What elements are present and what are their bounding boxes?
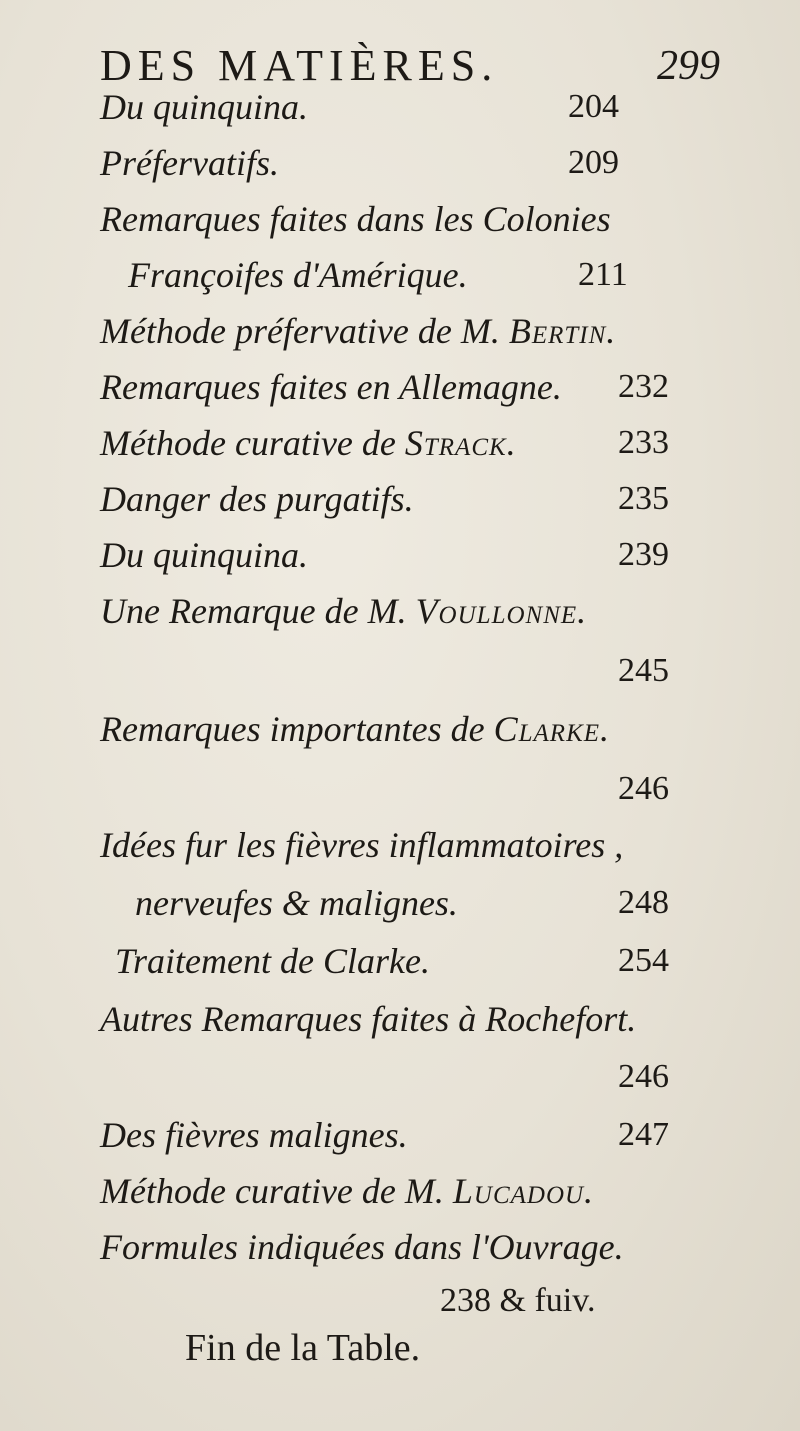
entry-page: 232: [618, 368, 669, 405]
entry-title: Du quinquina.: [100, 535, 309, 575]
entry-page: 235: [618, 480, 669, 517]
toc-entry: [0, 194, 800, 244]
entry-page: 209: [568, 144, 619, 181]
entry-title: Du quinquina.: [100, 87, 309, 127]
entry-title: Danger des purgatifs.: [100, 479, 414, 519]
toc-entry: [0, 936, 800, 986]
toc-entry: [0, 1276, 800, 1326]
entry-title: Méthode curative de M.: [100, 1171, 453, 1211]
entry-title: Idées fur les fièvres inflammatoires ,: [100, 825, 624, 865]
entry-page: 233: [618, 424, 669, 461]
end-of-table: Fin de la Table.: [185, 1327, 421, 1369]
toc-entry: [0, 474, 800, 524]
toc-entry: [0, 1166, 800, 1216]
toc-entry: [0, 306, 800, 356]
toc-entry: [0, 418, 800, 468]
entry-title: Françoifes d'Amérique.: [128, 255, 468, 295]
entry-author-name: Voullonne.: [415, 591, 588, 631]
entry-title: Formules indiquées dans l'Ouvrage.: [100, 1227, 624, 1267]
entry-title: Méthode curative de: [100, 423, 405, 463]
entry-title: Remarques importantes de: [100, 709, 494, 749]
entry-page: 248: [618, 884, 669, 921]
entry-page: 247: [618, 1116, 669, 1153]
toc-entry: [0, 704, 800, 754]
header-title: DES MATIÈRES.: [100, 41, 499, 90]
header-page-number: 299: [657, 43, 720, 89]
entry-title: Méthode préfervative de M.: [100, 311, 509, 351]
entry-title: Remarques faites dans les Colonies: [100, 199, 611, 239]
toc-entry: [0, 646, 800, 696]
entry-author-name: Clarke.: [493, 709, 611, 749]
toc-entry: [0, 250, 800, 300]
toc-entry: [0, 1222, 800, 1272]
entry-page: 204: [568, 88, 619, 125]
entry-page: 246: [618, 770, 669, 807]
entry-page: 211: [578, 256, 628, 293]
toc-entry: [0, 1052, 800, 1102]
toc-entry: [0, 530, 800, 580]
entry-page: 254: [618, 942, 669, 979]
toc-entry: [0, 878, 800, 928]
entry-page: 238 & fuiv.: [440, 1282, 596, 1319]
toc-entry: [0, 82, 800, 132]
entry-title: Traitement de Clarke.: [115, 941, 430, 981]
toc-entry: [0, 764, 800, 814]
toc-entry: [0, 1110, 800, 1160]
entry-author-name: Bertin.: [508, 311, 617, 351]
entry-author-name: Lucadou.: [452, 1171, 595, 1211]
entry-page: 239: [618, 536, 669, 573]
entry-title: Autres Remarques faites à Rochefort.: [100, 999, 637, 1039]
toc-entry: [0, 362, 800, 412]
toc-entry: [0, 138, 800, 188]
entry-title: Préfervatifs.: [100, 143, 279, 183]
entry-title: Des fièvres malignes.: [100, 1115, 408, 1155]
entry-title: nerveufes & malignes.: [135, 883, 458, 923]
entry-title: Une Remarque de M.: [100, 591, 416, 631]
entry-author-name: Strack.: [404, 423, 517, 463]
toc-entry: [0, 994, 800, 1044]
toc-entry: [0, 820, 800, 870]
entry-page: 246: [618, 1058, 669, 1095]
entry-page: 245: [618, 652, 669, 689]
toc-entry: [0, 586, 800, 636]
entry-title: Remarques faites en Allemagne.: [100, 367, 562, 407]
